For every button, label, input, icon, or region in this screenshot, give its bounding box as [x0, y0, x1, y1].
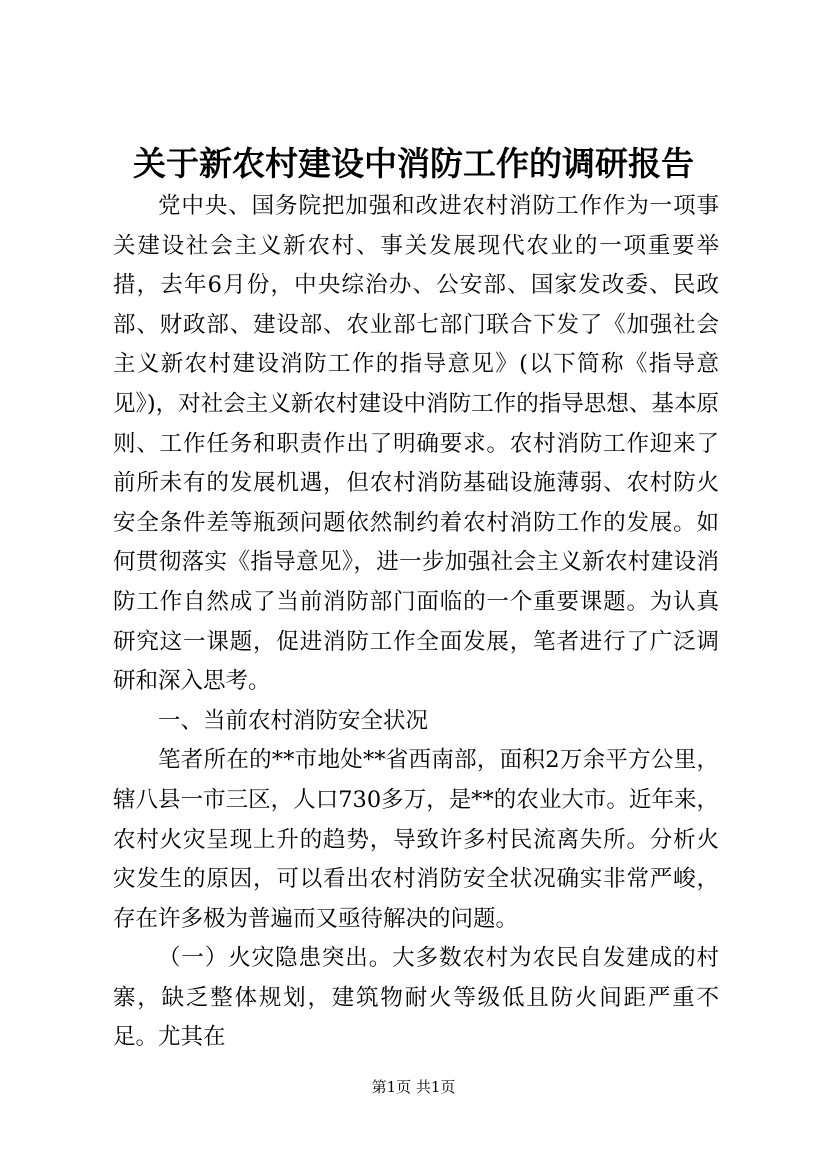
page-number-footer: 第1页 共1页 — [371, 1078, 456, 1096]
document-body — [113, 187, 719, 1058]
paragraph-subsection-1: （一）火灾隐患突出。大多数农村为农民自发建成的村寨，缺乏整体规划，建筑物耐火等级低且防火间距严重不足。尤其在 — [113, 945, 719, 1051]
paragraph-section-1: 笔者所在的**市地处**省西南部，面积2万余平方公里，辖八县一市三区，人口730多万，是**的农业大市。近年来，农村火灾呈现上升的趋势，导致许多村民流离失所。分析火灾发生的原因，可以看出农村消防安全状况确实非常严峻，存在许多极为普遍而又亟待解决的问题。 — [113, 747, 719, 932]
section-heading-1: 一、当前农村消防安全状况 — [158, 707, 429, 734]
paragraph-intro: 党中央、国务院把加强和改进农村消防工作作为一项事关建设社会主义新农村、事关发展现代农业的一项重要举措，去年6月份，中央综治办、公安部、国家发改委、民政部、财政部、建设部、农业部七部门联合下发了《加强社会主义新农村建设消防工作的指导意见》(以下简称《指导意见》)，对社会主义新农村建设中消防工作的指导思想、基本原则、工作任务和职责作出了明确要求。农村消防工作迎来了前所未有的发展机遇，但农村消防基础设施薄弱、农村防火安全条件差等瓶颈问题依然制约着农村消防工作的发展。如何贯彻落实《指导意见》，进一步加强社会主义新农村建设消防工作自然成了当前消防部门面临的一个重要课题。为认真研究这一课题，促进消防工作全面发展，笔者进行了广泛调研和深入思考。 — [113, 193, 719, 695]
document-title: 关于新农村建设中消防工作的调研报告 — [133, 144, 694, 183]
